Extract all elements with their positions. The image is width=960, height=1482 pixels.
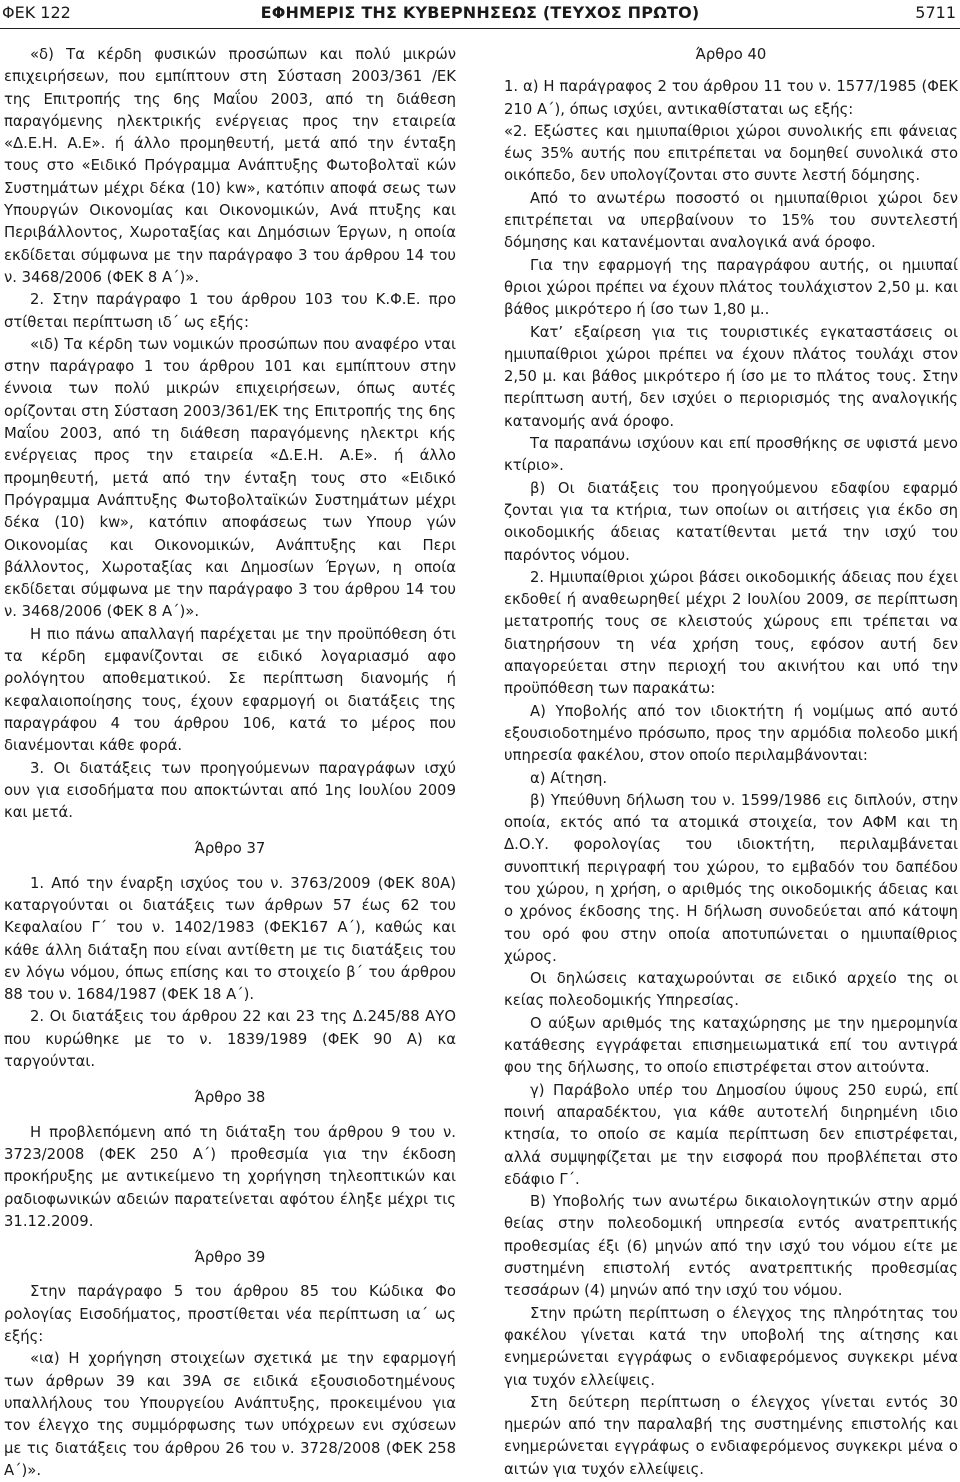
- right-column: [504, 44, 958, 1481]
- paragraph: 2. Οι διατάξεις του άρθρου 22 και 23 της Δ.245/88 ΑΥΟ που κυρώθηκε με το ν. 1839/1989 (ΦΕΚ 90 Α) κα ταργούνται.: [4, 1008, 456, 1071]
- issue-label: ΦΕΚ 122: [2, 3, 71, 22]
- paragraph: Στην πρώτη περίπτωση ο έλεγχος της πληρότητας του φακέλου γίνεται κατά την υποβολή της αίτησης και ενημερώνεται εγγράφως ο ενδιαφερόμενος συγκεκρι μένα για τυχόν ελλείψεις.: [504, 1304, 958, 1389]
- paragraph: «2. Εξώστες και ημιυπαίθριοι χώροι συνολικής επι φάνειας έως 35% αυτής που επιτρέπεται να δομηθεί συνολικά στο οικόπεδο, δεν υπολογίζονται στο συντε λεστή δόμησης.: [504, 122, 958, 185]
- paragraph: Για την εφαρμογή της παραγράφου αυτής, οι ημιυπαί θριοι χώροι πρέπει να έχουν πλάτος τουλάχιστον 2,50 μ. και βάθος μικρότερο ή ίσο των 1,80 μ..: [504, 256, 958, 319]
- paragraph: 2. Ημιυπαίθριοι χώροι βάσει οικοδομικής άδειας που έχει εκδοθεί ή αναθεωρηθεί μέχρι 2 Ιουλίου 2009, σε περίπτωση μετατροπής τους σε κλειστούς χώρους επι τρέπεται να διατηρήσουν τη νέα χρήση τους, εφόσον αυτή δεν απαγορεύεται στην περιοχή του ακινήτου και υπό την προϋπόθεση των παρακάτω:: [504, 568, 958, 698]
- paragraph: α) Αίτηση.: [530, 769, 608, 787]
- paragraph: «δ) Τα κέρδη φυσικών προσώπων και πολύ μικρών επιχειρήσεων, που εμπίπτουν στη Σύσταση 2003/361 /ΕΚ της Επιτροπής της 6ης Μαΐου 2003, από τη διάθεση παραγόμενης ηλεκτρικής ενέργειας προς την εταιρεία «Δ.Ε.Η. Α.Ε». ή άλλο προμηθευτή, μετά από την ένταξη τους στο «Ειδικό Πρόγραμμα Ανάπτυξης Φωτοβολταϊ κών Συστημάτων μέχρι δέκα (10) kw», κατόπιν αποφά σεως των Υπουργών Οικονομίας και Οικονομικών, Ανά πτυξης και Περιβάλλοντος, Χωροταξίας και Δημόσιων Έργων, η οποία εκδίδεται σύμφωνα με την παράγραφο 3 του άρθρου 14 του ν. 3468/2006 (ΦΕΚ 8 Α΄)».: [4, 46, 456, 286]
- paragraph: Α) Υποβολής από τον ιδιοκτήτη ή νομίμως από αυτό εξουσιοδοτημένο πρόσωπο, προς την αρμόδια πολεοδο μική υπηρεσία φακέλου, στον οποίο περιλαμβάνονται:: [504, 702, 958, 765]
- paragraph: Κατ’ εξαίρεση για τις τουριστικές εγκαταστάσεις οι ημιυπαίθριοι χώροι πρέπει να έχουν πλάτος τουλάχι στον 2,50 μ. και βάθος μικρότερο ή ίσο με το πλάτος τους. Στην περίπτωση αυτή, δεν ισχύει ο περιορισμός της αναλογικής κατανομής ανά όροφο.: [504, 323, 958, 430]
- paragraph: Από το ανωτέρω ποσοστό οι ημιυπαίθριοι χώροι δεν επιτρέπεται να υπερβαίνουν το 15% του συντελεστή δόμησης και κατανέμονται αναλογικά ανά όροφο.: [504, 189, 958, 252]
- paragraph: 2. Στην παράγραφο 1 του άρθρου 103 του Κ.Φ.Ε. προ στίθεται περίπτωση ιδ΄ ως εξής:: [4, 291, 456, 331]
- paragraph: Β) Υποβολής των ανωτέρω δικαιολογητικών στην αρμό θείας στην πολεοδομική υπηρεσία εντός ανατρεπτικής προθεσμίας έξι (6) μηνών από την ισχύ του νόμου είτε με συστημένη επιστολή εντός ανατρεπτικής προθεσμίας τεσσάρων (4) μηνών από την ισχύ του νόμου.: [504, 1193, 958, 1300]
- gazette-title: ΕΦΗΜΕΡΙΣ ΤΗΣ ΚΥΒΕΡΝΗΣΕΩΣ (ΤΕΥΧΟΣ ΠΡΩΤΟ): [260, 3, 700, 22]
- paragraph: Τα παραπάνω ισχύουν και επί προσθήκης σε υφιστά μενο κτίριο».: [504, 435, 958, 475]
- article-heading: Άρθρο 37: [194, 840, 266, 858]
- left-column: [4, 44, 456, 1482]
- article-heading: Άρθρο 39: [194, 1249, 266, 1267]
- paragraph: 3. Οι διατάξεις των προηγούμενων παραγράφων ισχύ ουν για εισοδήματα που αποκτώνται από 1ης Ιουλίου 2009 και μετά.: [4, 759, 456, 822]
- article-heading: Άρθρο 40: [695, 46, 767, 63]
- paragraph: Οι δηλώσεις καταχωρούνται σε ειδικό αρχείο της οι κείας πολεοδομικής Υπηρεσίας.: [504, 970, 958, 1010]
- paragraph: 1. Από την έναρξη ισχύος του ν. 3763/2009 (ΦΕΚ 80Α) καταργούνται οι διατάξεις των άρθρων 57 έως 62 του Κεφαλαίου Γ΄ του ν. 1402/1983 (ΦΕΚ167 Α΄), καθώς και κάθε άλλη διάταξη που είναι αντίθετη με τις διατάξεις του εν λόγω νόμου, όπως επίσης και το στοιχείο β΄ του άρθρου 88 του ν. 1684/1987 (ΦΕΚ 18 Α΄).: [4, 874, 456, 1004]
- page-header: [0, 0, 960, 29]
- paragraph: β) Υπεύθυνη δήλωση του ν. 1599/1986 εις διπλούν, στην οποία, εκτός από τα ατομικά στοιχεία, τον ΑΦΜ και τη Δ.Ο.Υ. φορολογίας του ιδιοκτήτη, περιλαμβάνεται συνοπτική περιγραφή του χώρου, το εμβαδόν του δαπέδου του χώρου, η χρήση, ο αριθμός της οικοδομικής άδειας και ο χρόνος έκδοσης της. Η δήλωση συνοδεύεται από κάτοψη του ορό φου στην οποία αποτυπώνεται ο ημιυπαίθριος χώρος.: [504, 791, 958, 965]
- paragraph: Η πιο πάνω απαλλαγή παρέχεται με την προϋπόθεση ότι τα κέρδη εμφανίζονται σε ειδικό λογαριασμό αφο ρολόγητου αποθεματικού. Σε περίπτωση διανομής ή κεφαλαιοποίησης τους, έχουν εφαρμογή οι διατάξεις της παραγράφου 4 του άρθρου 106, κατά το μέρος που διανέμονται κάθε φορά.: [4, 625, 456, 755]
- paragraph: γ) Παράβολο υπέρ του Δημοσίου ύψους 250 ευρώ, επί ποινή απαραδέκτου, για κάθε αυτοτελή διηρημένη ιδιο κτησία, το οποίο σε καμία περίπτωση δεν επιστρέφεται, αλλά συμψηφίζεται με την εισφορά που προβλέπεται στο εδάφιο Γ΄.: [504, 1081, 958, 1188]
- paragraph: «ια) Η χορήγηση στοιχείων σχετικά με την εφαρμογή των άρθρων 39 και 39Α σε ειδικά εξουσιοδοτημένους υπαλλήλους του Υπουργείου Ανάπτυξης, προκειμένου για τον έλεγχο της συμμόρφωσης των υπόχρεων ενι σχύσεων με τις διατάξεις του άρθρου 26 του ν. 3728/2008 (ΦΕΚ 258 Α΄)».: [4, 1350, 456, 1479]
- paragraph: Ο αύξων αριθμός της καταχώρησης με την ημερομηνία κατάθεσης εγγράφεται επισημειωματικά επί του αντιγρά φου της δήλωσης, το οποίο επιστρέφεται στον αιτούντα.: [504, 1014, 958, 1077]
- paragraph: Η προβλεπόμενη από τη διάταξη του άρθρου 9 του ν. 3723/2008 (ΦΕΚ 250 Α΄) προθεσμία για την έκδοση προκήρυξης με αντικείμενο τη χορήγηση τηλεοπτικών και ραδιοφωνικών αδειών παρατείνεται αφότου έληξε μέχρι τις 31.12.2009.: [4, 1123, 456, 1230]
- page-number: 5711: [915, 3, 956, 22]
- paragraph: Στην παράγραφο 5 του άρθρου 85 του Κώδικα Φο ρολογίας Εισοδήματος, προστίθεται νέα περίπτωση ια΄ ως εξής:: [4, 1283, 456, 1346]
- paragraph: Στη δεύτερη περίπτωση ο έλεγχος γίνεται εντός 30 ημερών από την παραλαβή της συστημένης επιστολής και ενημερώνεται εγγράφως ο ενδιαφερόμενος συγκεκρι μένα ο αιτών για τυχόν ελλείψεις.: [504, 1393, 958, 1478]
- paragraph: «ιδ) Τα κέρδη των νομικών προσώπων που αναφέρο νται στην παράγραφο 1 του άρθρου 101 και εμπίπτουν στην έννοια των πολύ μικρών επιχειρήσεων, όπως αυτές ορίζονται στη Σύσταση 2003/361/ΕΚ της Επιτροπής της 6ης Μαΐου 2003, από τη διάθεση παραγόμενης ηλεκτρι κής ενέργειας προς την εταιρεία «Δ.Ε.Η. Α.Ε». ή άλλο προμηθευτή, μετά από την ένταξη τους στο «Ειδικό Πρόγραμμα Ανάπτυξης Φωτοβολταϊκών Συστημάτων μέχρι δέκα (10) kw», κατόπιν αποφάσεως των Υπουρ γών Οικονομίας και Οικονομικών, Ανάπτυξης και Περι βάλλοντος, Χωροταξίας και Δημοσίων Έργων, η οποία εκδίδεται σύμφωνα με την παράγραφο 3 του άρθρου 14 του ν. 3468/2006 (ΦΕΚ 8 Α΄)».: [4, 335, 456, 621]
- paragraph: 1. α) Η παράγραφος 2 του άρθρου 11 του ν. 1577/1985 (ΦΕΚ 210 Α΄), όπως ισχύει, αντικαθίσταται ως εξής:: [504, 78, 958, 118]
- article-heading: Άρθρο 38: [194, 1089, 266, 1107]
- paragraph: β) Οι διατάξεις του προηγούμενου εδαφίου εφαρμό ζονται για τα κτήρια, των οποίων οι αιτήσεις για έκδο ση οικοδομικής άδειας κατατίθενται μετά την ισχύ του παρόντος νόμου.: [504, 479, 958, 564]
